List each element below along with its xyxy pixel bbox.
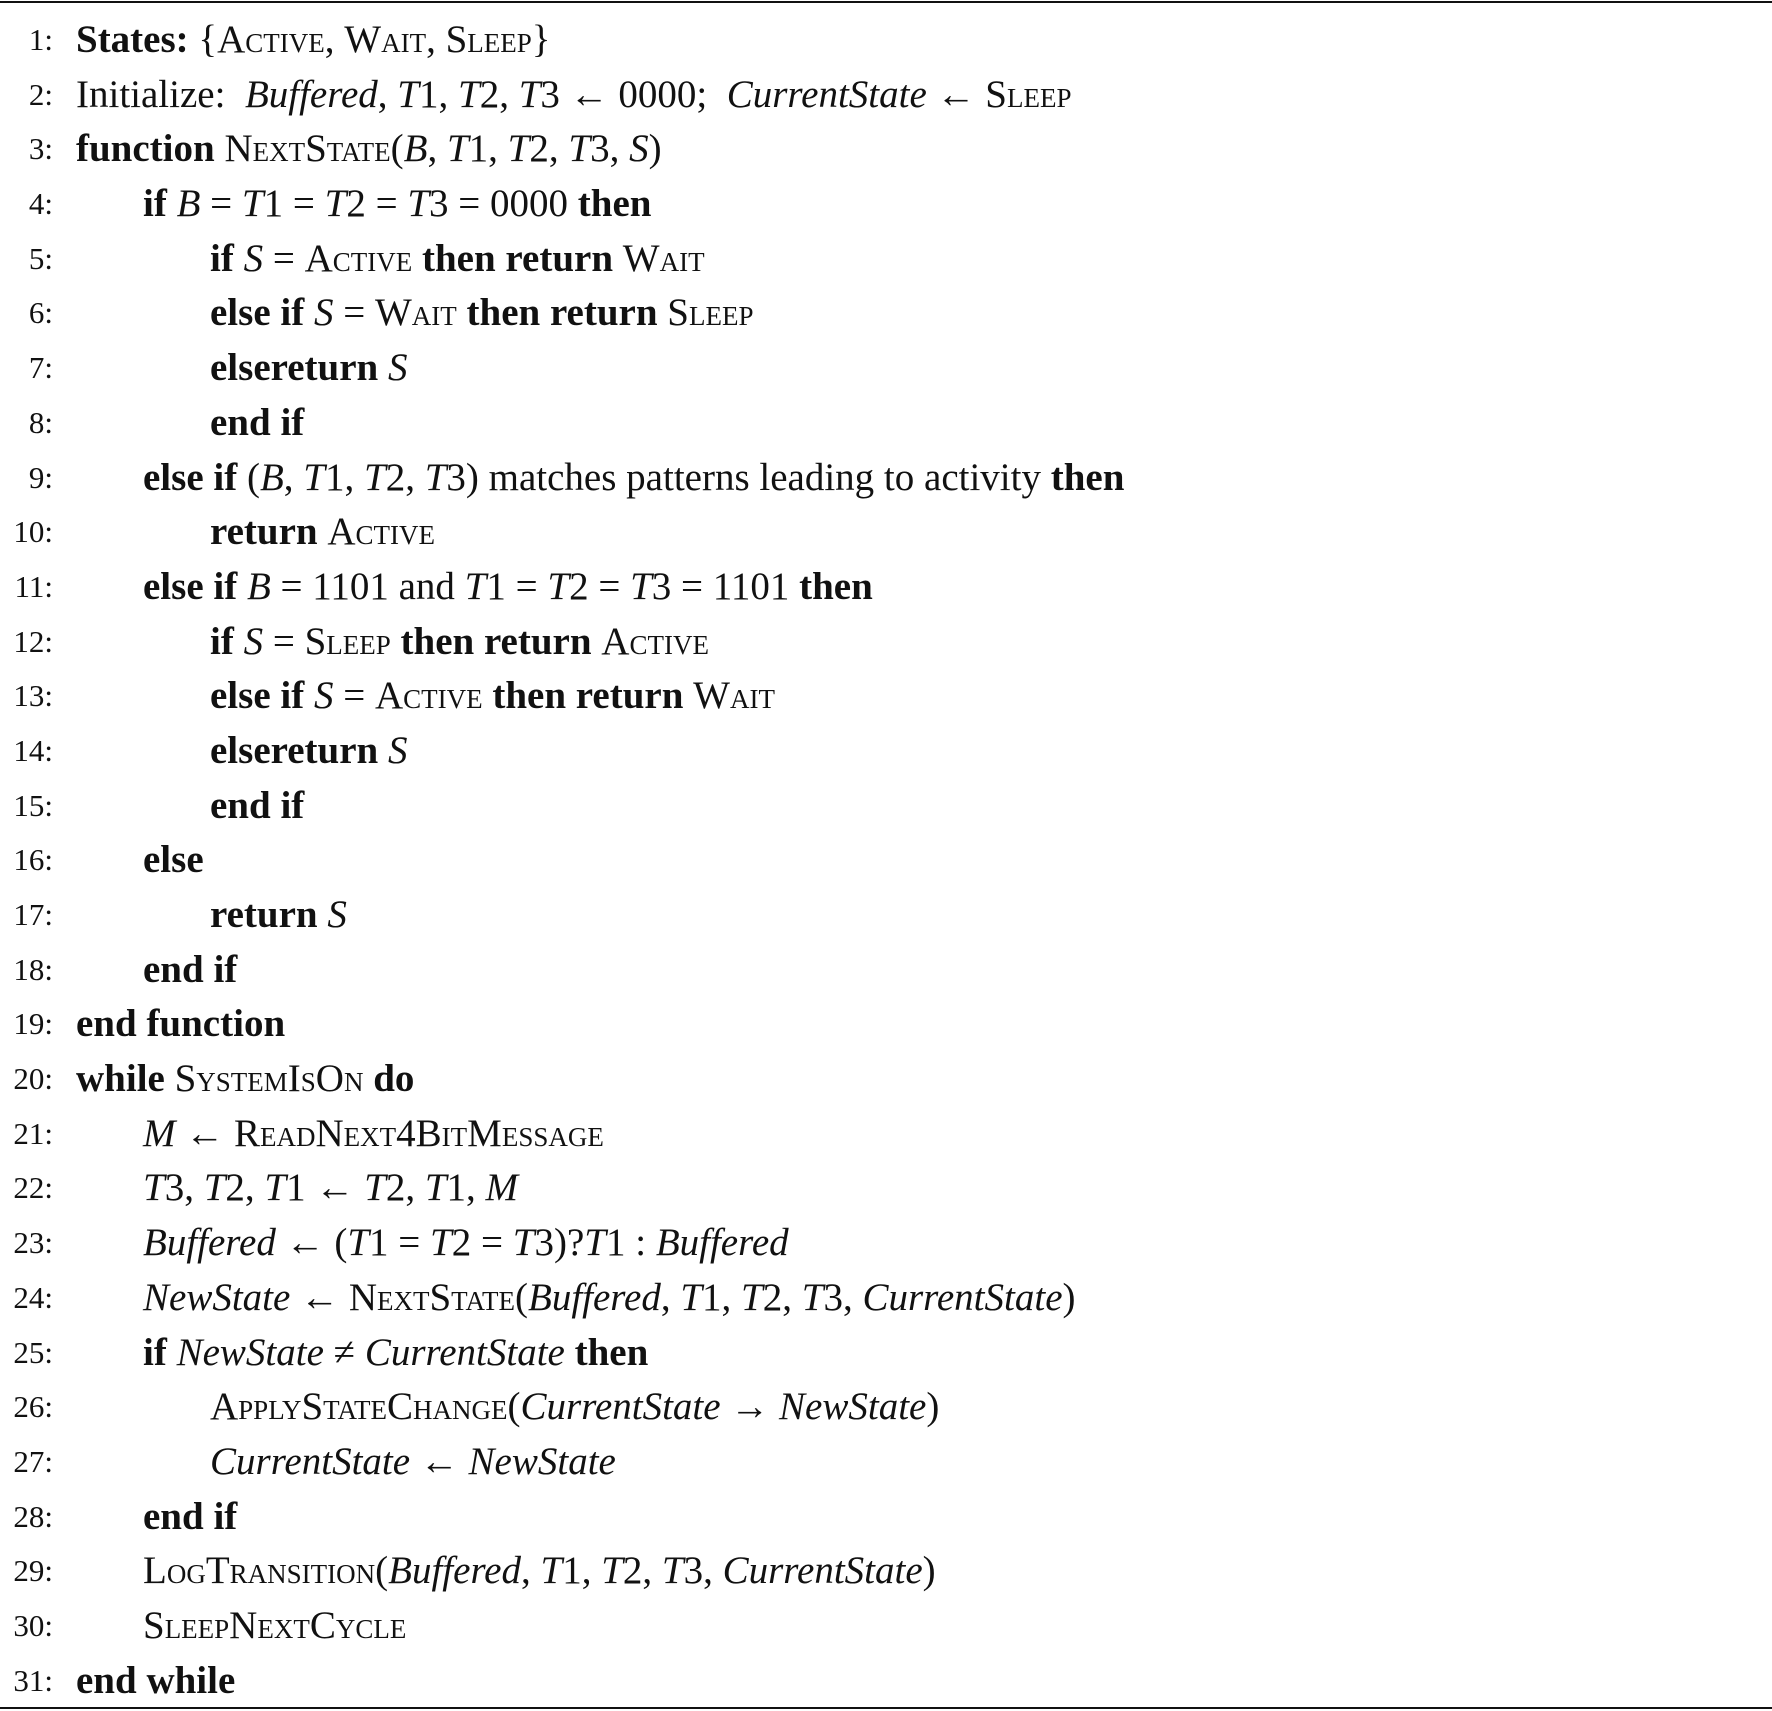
text: Initialize: (76, 72, 245, 116)
text: ) (1062, 1275, 1076, 1319)
variable: NewState (176, 1330, 324, 1374)
text: 2, (225, 1166, 265, 1210)
line-number: 27: (13, 1443, 53, 1479)
text: , (520, 1549, 541, 1593)
text (167, 1331, 177, 1374)
text: 3 = 1101 (651, 564, 800, 608)
algorithm-line (0, 286, 1772, 341)
variable: T (601, 1549, 623, 1593)
variable: T (143, 1166, 165, 1210)
text: ← ( (275, 1221, 348, 1265)
variable: T (203, 1166, 226, 1210)
text (304, 674, 314, 717)
variable: Buffered (528, 1275, 661, 1319)
text: 1, (418, 72, 458, 116)
variable: S (629, 127, 649, 171)
variable: CurrentState (364, 1330, 565, 1374)
keyword: else if (210, 291, 305, 335)
line-number: 26: (13, 1389, 53, 1425)
text: 1 = (263, 182, 325, 226)
line-number: 7: (28, 350, 53, 386)
variable: S (313, 674, 334, 718)
keyword: end function (76, 1002, 286, 1046)
variable: S (387, 346, 408, 390)
algorithm-line (0, 232, 1772, 287)
keyword: if (210, 619, 234, 663)
text: 3, (823, 1275, 863, 1319)
text (378, 346, 388, 389)
keyword: return (210, 893, 318, 936)
text (234, 237, 244, 280)
keyword: end if (143, 1494, 238, 1538)
variable: T (661, 1549, 684, 1593)
text: ( (515, 1275, 528, 1319)
algorithm-line (0, 13, 1772, 68)
procedure-name: Active (601, 619, 709, 663)
line-code (143, 1544, 936, 1599)
line-number: 24: (13, 1279, 53, 1315)
variable: T (464, 564, 487, 608)
keyword: else if (143, 564, 238, 608)
line-number: 9: (28, 459, 53, 495)
text (391, 620, 401, 663)
algorithm-line (0, 1216, 1772, 1271)
variable: T (584, 1221, 606, 1265)
line-code (210, 615, 709, 670)
algorithm-line (0, 724, 1772, 779)
variable: T (630, 564, 652, 608)
text: 2, (622, 1549, 662, 1593)
procedure-name: Active (304, 236, 413, 280)
algorithm-line (0, 1435, 1772, 1490)
procedure-name: SystemIsOn (174, 1057, 364, 1101)
text: ) (922, 1549, 936, 1593)
line-code (210, 1380, 939, 1435)
line-number: 5: (28, 240, 53, 276)
line-number: 15: (13, 787, 53, 823)
text: ← (175, 1111, 234, 1155)
procedure-name: Active (374, 674, 483, 718)
keyword: then (574, 1330, 649, 1374)
text: , (427, 127, 447, 171)
text (363, 1057, 373, 1100)
variable: CurrentState (722, 1549, 923, 1593)
text: ( (375, 1549, 389, 1593)
variable: NewState (779, 1385, 927, 1429)
algorithm-line (0, 560, 1772, 615)
keyword: return (210, 510, 318, 554)
keyword: elsereturn (210, 728, 379, 772)
variable: T (347, 1221, 370, 1265)
text (412, 237, 422, 280)
line-number: 25: (13, 1334, 53, 1370)
variable: NewState (468, 1439, 616, 1483)
line-number: 28: (13, 1498, 53, 1534)
variable: T (680, 1275, 703, 1319)
algorithm-line (0, 888, 1772, 943)
variable: T (264, 1166, 287, 1210)
text: 3)? (534, 1221, 585, 1265)
text (215, 127, 225, 170)
line-code (210, 724, 407, 779)
line-number: 29: (13, 1553, 53, 1589)
text: = (333, 291, 375, 335)
variable: B (259, 455, 284, 499)
algorithm-line (0, 1380, 1772, 1435)
text (683, 674, 693, 717)
line-code (143, 177, 651, 232)
variable: T (518, 72, 541, 116)
algorithm-line (0, 997, 1772, 1052)
text: 1, (702, 1275, 742, 1319)
keyword: else if (210, 674, 305, 718)
algorithm-line (0, 669, 1772, 724)
variable: CurrentState (726, 72, 927, 116)
variable: T (364, 1166, 386, 1210)
text: 3) matches patterns leading to activity (446, 455, 1051, 499)
variable: Buffered (143, 1221, 276, 1265)
text (304, 291, 314, 334)
text: 2 = (451, 1221, 513, 1265)
line-number: 18: (13, 951, 53, 987)
keyword: function (76, 127, 215, 171)
text: { (188, 18, 218, 61)
variable: T (364, 455, 386, 499)
variable: T (568, 127, 591, 171)
line-number: 23: (13, 1225, 53, 1261)
variable: Buffered (244, 72, 378, 116)
algorithm-line (0, 451, 1772, 506)
variable: M (143, 1111, 176, 1155)
text: , (426, 18, 446, 61)
text: ( (507, 1385, 521, 1429)
variable: CurrentState (210, 1439, 411, 1483)
line-number: 19: (13, 1006, 53, 1042)
line-number: 17: (13, 897, 53, 932)
keyword: while (76, 1057, 165, 1101)
text: 1 = (369, 1221, 431, 1265)
line-code (76, 122, 662, 177)
algorithm-line (0, 396, 1772, 451)
keyword: elsereturn (210, 346, 379, 390)
procedure-name: Active (327, 510, 435, 554)
text: 1, (562, 1549, 602, 1593)
procedure-name: LogTransition (143, 1549, 376, 1593)
algorithm-line (0, 1107, 1772, 1162)
text (234, 620, 244, 663)
text: } (531, 18, 551, 61)
line-number: 31: (13, 1662, 53, 1698)
variable: T (424, 455, 447, 499)
line-number: 2: (28, 76, 53, 112)
algorithm-line (0, 1271, 1772, 1326)
variable: B (176, 182, 201, 226)
keyword: end if (210, 400, 305, 444)
text: ) (926, 1385, 940, 1429)
line-number: 30: (13, 1607, 53, 1643)
line-number: 10: (13, 514, 53, 550)
algorithm-line (0, 341, 1772, 396)
variable: T (801, 1275, 824, 1319)
algorithm-line (0, 943, 1772, 998)
text (565, 1331, 575, 1374)
line-number: 12: (13, 623, 53, 659)
text: 1 : (605, 1221, 656, 1265)
line-code (76, 1052, 414, 1107)
variable: T (303, 455, 325, 499)
text: = (200, 182, 242, 226)
text: 1, (468, 127, 508, 171)
line-code (143, 451, 1124, 506)
variable: T (457, 72, 480, 116)
line-code (143, 560, 873, 615)
keyword: States: (76, 18, 189, 61)
procedure-name: Wait (693, 674, 775, 718)
text (318, 510, 328, 553)
variable: T (547, 564, 570, 608)
variable: CurrentState (520, 1385, 721, 1429)
line-code (210, 669, 775, 724)
procedure-name: Wait (344, 18, 427, 61)
text: ≠ (323, 1330, 365, 1374)
algorithm-line (0, 615, 1772, 670)
variable: S (327, 893, 347, 936)
line-number: 3: (28, 131, 53, 167)
text: 1, (325, 455, 364, 499)
variable: CurrentState (862, 1275, 1063, 1319)
line-code (76, 68, 1071, 123)
keyword: if (143, 1330, 167, 1374)
line-code (143, 1216, 789, 1271)
variable: T (324, 182, 347, 226)
text: 3, (590, 127, 630, 171)
bottom-rule (0, 1707, 1772, 1709)
text: 1, (446, 1166, 486, 1210)
line-code (210, 341, 407, 396)
line-code (143, 1326, 648, 1381)
line-code (143, 943, 237, 998)
text: 2, (385, 1166, 425, 1210)
text: 3, (683, 1549, 723, 1593)
algorithm-line (0, 122, 1772, 177)
text: , (660, 1275, 681, 1319)
keyword: end if (210, 783, 305, 827)
text (167, 182, 177, 225)
text: ) (648, 127, 662, 171)
keyword: else if (143, 455, 238, 499)
algorithm-line (0, 779, 1772, 834)
text: 2 = (569, 564, 631, 608)
procedure-name: NextState (348, 1275, 515, 1319)
variable: T (407, 182, 430, 226)
algorithm-line (0, 68, 1772, 123)
line-code (210, 505, 435, 560)
text (592, 620, 602, 663)
text: 2, (385, 455, 425, 499)
line-number: 13: (13, 678, 53, 714)
algorithm-line (0, 1599, 1772, 1654)
text: , (377, 72, 398, 116)
keyword: if (210, 236, 234, 280)
procedure-name: ApplyStateChange (210, 1385, 508, 1429)
keyword: do (373, 1057, 415, 1101)
text: ← (410, 1439, 469, 1483)
algorithm-line (0, 177, 1772, 232)
keyword: then return (466, 291, 658, 335)
keyword: then (1050, 455, 1125, 499)
text: → (720, 1385, 780, 1429)
text (457, 291, 467, 334)
variable: T (446, 127, 469, 171)
line-number: 21: (13, 1115, 53, 1151)
line-code (143, 1161, 518, 1216)
procedure-name: Sleep (667, 291, 754, 335)
text: 1 ← (286, 1166, 365, 1210)
line-code (210, 888, 347, 943)
text: = (263, 619, 305, 663)
keyword: then return (492, 674, 684, 718)
keyword: then (577, 182, 652, 226)
line-number: 6: (28, 295, 53, 331)
line-number: 1: (28, 22, 53, 57)
text: = 1101 and (270, 564, 465, 608)
variable: T (741, 1275, 763, 1319)
text (613, 237, 623, 280)
text: ( (390, 127, 404, 171)
variable: NewState (143, 1275, 291, 1319)
variable: B (246, 564, 271, 608)
keyword: then return (421, 236, 614, 280)
line-code (210, 286, 753, 341)
text: ( (237, 455, 260, 499)
line-number: 20: (13, 1061, 53, 1097)
line-code (143, 1490, 237, 1545)
line-number: 11: (14, 568, 53, 604)
line-code (76, 13, 551, 68)
text (483, 674, 493, 717)
line-code (210, 232, 705, 287)
text: 3 ← 0000; (540, 72, 727, 116)
text: 3 = 0000 (429, 182, 578, 226)
variable: B (403, 127, 428, 171)
text: 1 = (486, 564, 548, 608)
variable: T (430, 1221, 452, 1265)
variable: M (485, 1166, 519, 1210)
line-code (143, 1599, 406, 1654)
keyword: end if (143, 947, 238, 991)
procedure-name: NextState (224, 127, 391, 171)
procedure-name: Wait (374, 291, 457, 335)
variable: T (424, 1166, 447, 1210)
text: 2, (479, 72, 519, 116)
variable: T (397, 72, 419, 116)
keyword: then (799, 564, 873, 608)
text (165, 1057, 175, 1100)
procedure-name: Active (217, 18, 325, 61)
text: , (283, 455, 304, 499)
procedure-name: Sleep (304, 619, 391, 663)
text: 2, (529, 127, 569, 171)
algorithm-line (0, 1326, 1772, 1381)
line-code (210, 779, 304, 834)
line-code (76, 997, 285, 1052)
variable: Buffered (388, 1549, 521, 1593)
line-number: 16: (13, 842, 53, 878)
line-code (143, 833, 204, 888)
line-number: 8: (28, 404, 53, 440)
keyword: then return (400, 619, 592, 663)
algorithm-line (0, 1161, 1772, 1216)
algorithm-listing (0, 13, 1772, 1708)
text: 3, (164, 1166, 204, 1210)
algorithm-line (0, 1052, 1772, 1107)
variable: T (507, 127, 530, 171)
algorithm-line (0, 505, 1772, 560)
algorithm-line (0, 833, 1772, 888)
variable: S (243, 236, 264, 280)
text: ← (926, 72, 986, 116)
line-number: 4: (28, 186, 53, 222)
variable: Buffered (655, 1221, 789, 1265)
line-code (210, 1435, 616, 1490)
line-code (143, 1107, 604, 1162)
keyword: if (143, 182, 167, 226)
variable: T (540, 1549, 563, 1593)
line-code (210, 396, 304, 451)
algorithm-line (0, 1654, 1772, 1709)
text (658, 291, 668, 334)
variable: S (313, 291, 334, 335)
text (378, 729, 388, 772)
variable: T (512, 1221, 535, 1265)
top-rule (0, 1, 1772, 3)
algorithm-line (0, 1544, 1772, 1599)
text: = (263, 236, 305, 280)
line-code (76, 1654, 235, 1709)
procedure-name: Sleep (985, 72, 1072, 116)
text: 2, (762, 1275, 802, 1319)
text: , (324, 18, 345, 61)
line-number: 14: (13, 732, 53, 768)
procedure-name: Wait (622, 236, 705, 280)
text: = (333, 674, 375, 718)
keyword: end while (76, 1658, 236, 1702)
keyword: else (143, 838, 204, 882)
algorithm-line (0, 1490, 1772, 1545)
procedure-name: ReadNext4BitMessage (234, 1111, 604, 1155)
line-number: 22: (13, 1170, 53, 1206)
variable: S (243, 619, 264, 663)
variable: T (241, 182, 264, 226)
text (318, 893, 328, 936)
procedure-name: Sleep (445, 18, 532, 61)
line-code (143, 1271, 1076, 1326)
text (237, 565, 247, 608)
procedure-name: SleepNextCycle (143, 1603, 407, 1647)
text: 2 = (346, 182, 408, 226)
variable: S (387, 728, 408, 772)
text: ← (290, 1275, 349, 1319)
